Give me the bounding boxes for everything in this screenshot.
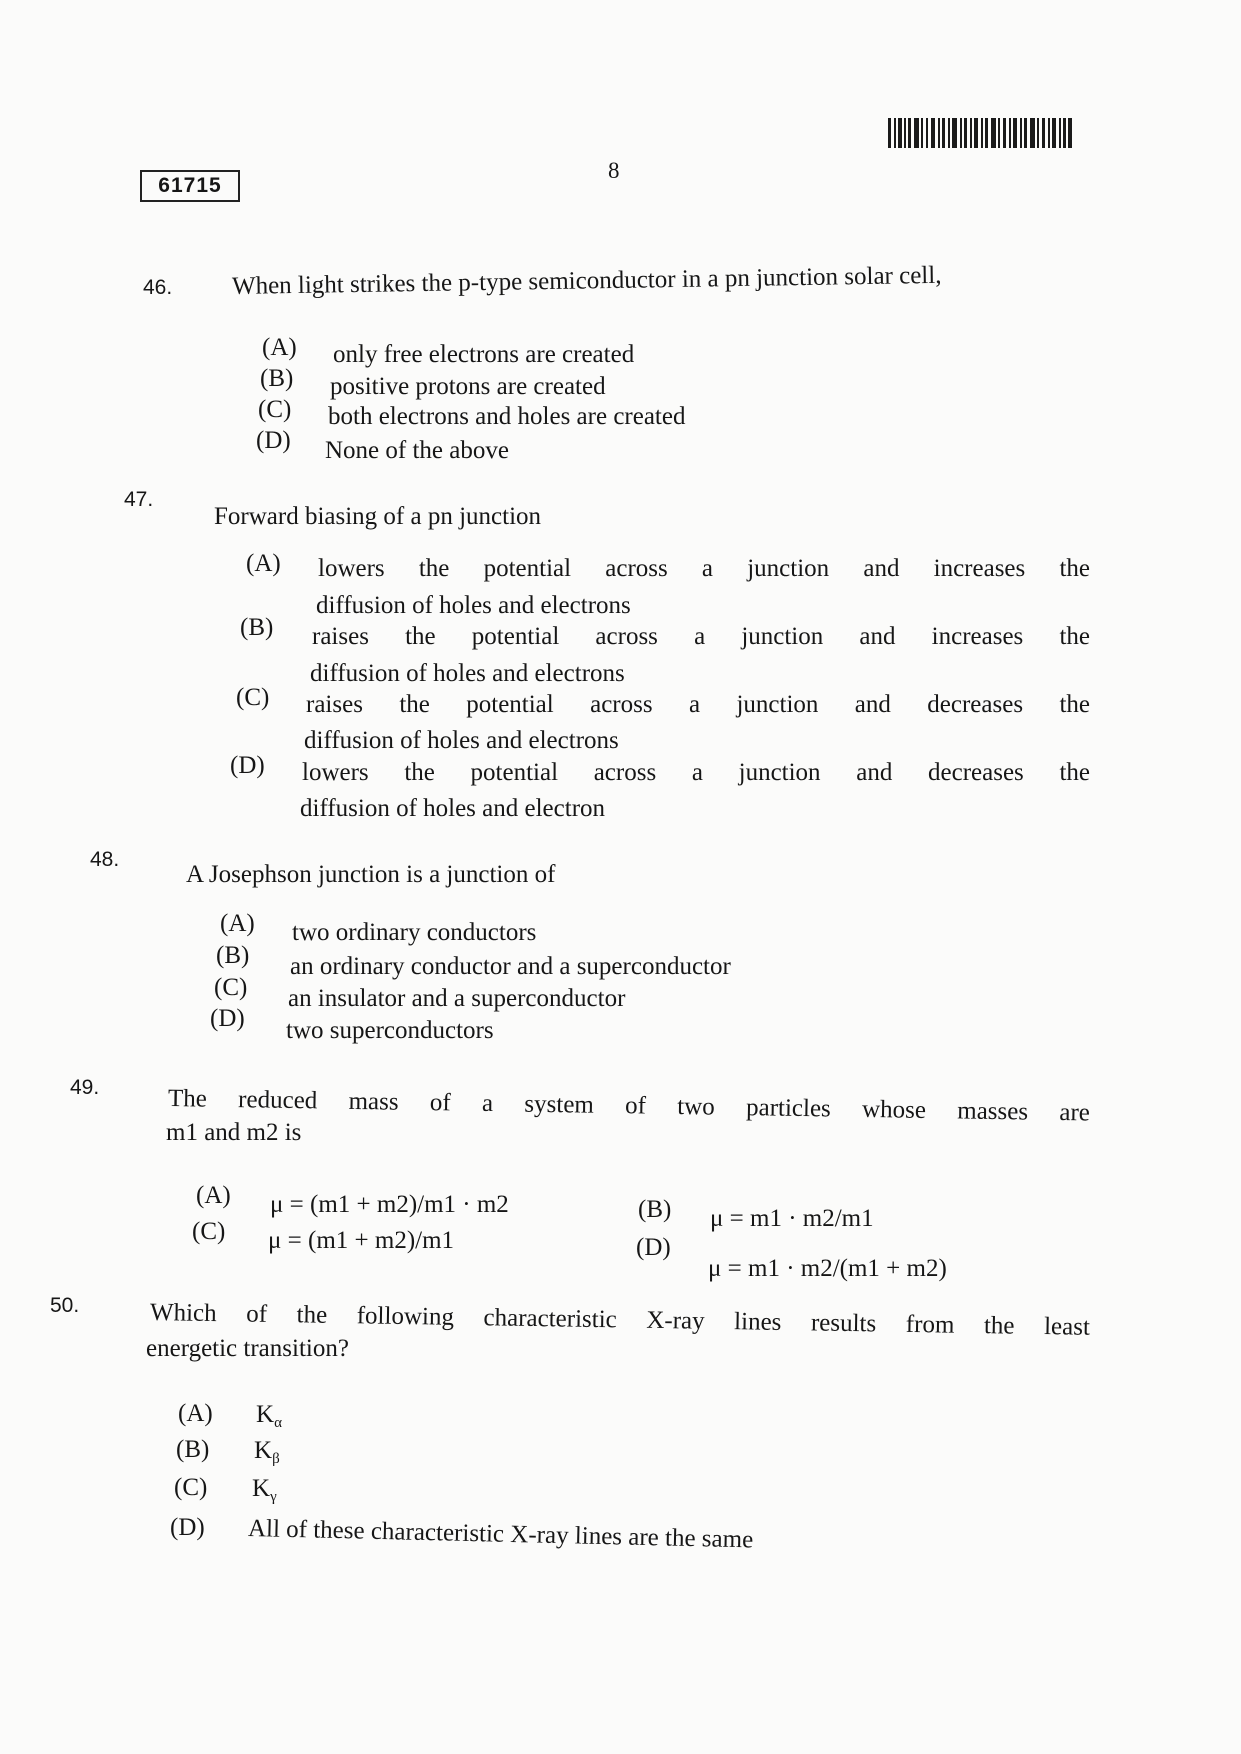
option-letter: (D) <box>256 427 291 454</box>
option-text: μ = m1 · m2/m1 <box>710 1205 874 1232</box>
option-text: μ = (m1 + m2)/m1 · m2 <box>270 1191 509 1218</box>
option-letter: (B) <box>176 1436 210 1463</box>
option-letter: (B) <box>240 614 274 641</box>
question-text-line2: energetic transition? <box>146 1335 349 1362</box>
option-text-line2: diffusion of holes and electrons <box>310 660 625 687</box>
option-letter: (A) <box>262 334 297 361</box>
option-letter: (A) <box>246 550 281 577</box>
option-letter: (D) <box>230 752 265 779</box>
option-text-line1: lowers the potential across a junction and decreases the <box>302 759 1090 786</box>
option-letter: (A) <box>220 910 255 937</box>
option-text: μ = (m1 + m2)/m1 <box>268 1227 455 1254</box>
option-text-line1: raises the potential across a junction and increases the <box>312 623 1090 650</box>
option-letter: (C) <box>192 1218 226 1245</box>
option-letter: (B) <box>638 1196 672 1223</box>
option-text: $K_\alpha$ <box>256 1401 282 1431</box>
option-letter: (C) <box>236 684 270 711</box>
option-letter: (C) <box>258 396 292 423</box>
question-number: 48. <box>90 848 120 871</box>
option-letter: (B) <box>216 942 250 969</box>
option-text: $K_\beta$ <box>254 1437 280 1467</box>
option-text-line2: diffusion of holes and electrons <box>316 592 631 619</box>
page-number: 8 <box>608 158 620 183</box>
option-letter: (B) <box>260 365 294 392</box>
barcode-icon <box>888 118 1072 148</box>
option-text: an ordinary conductor and a superconductor <box>290 953 731 980</box>
option-letter: (A) <box>178 1400 213 1427</box>
option-text: All of these characteristic X-ray lines are the same <box>247 1515 754 1554</box>
option-text: both electrons and holes are created <box>328 403 686 430</box>
question-number: 50. <box>50 1294 80 1317</box>
option-text-line2: diffusion of holes and electron <box>300 795 606 822</box>
option-text-line1: raises the potential across a junction and decreases the <box>306 691 1090 718</box>
option-letter: (A) <box>196 1182 231 1209</box>
question-text: A Josephson junction is a junction of <box>186 861 556 888</box>
option-text: two ordinary conductors <box>292 919 537 946</box>
question-number: 46. <box>143 276 173 299</box>
option-text: only free electrons are created <box>333 341 635 368</box>
question-text-line1: The reduced mass of a system of two particles whose masses are <box>167 1085 1091 1127</box>
question-number: 49. <box>70 1076 100 1099</box>
option-text-line2: diffusion of holes and electrons <box>304 727 619 754</box>
option-text: None of the above <box>325 437 509 464</box>
option-letter: (D) <box>210 1005 245 1032</box>
option-letter: (C) <box>214 974 248 1001</box>
question-text: Forward biasing of a pn junction <box>214 503 542 530</box>
option-text: two superconductors <box>286 1017 494 1044</box>
question-number: 47. <box>124 488 154 511</box>
question-text-line1: Which of the following characteristic X-ray lines results from the least <box>149 1299 1091 1341</box>
option-text-line1: lowers the potential across a junction and increases the <box>318 555 1090 582</box>
option-letter: (D) <box>170 1514 205 1541</box>
option-letter: (D) <box>636 1234 671 1261</box>
question-text: When light strikes the p-type semiconductor in a pn junction solar cell, <box>231 261 942 300</box>
option-text: μ = m1 · m2/(m1 + m2) <box>708 1255 947 1282</box>
option-text: $K_\gamma$ <box>252 1475 277 1505</box>
option-text: an insulator and a superconductor <box>288 985 626 1012</box>
option-text: positive protons are created <box>330 373 606 400</box>
paper-code-box: 61715 <box>140 170 240 202</box>
question-text-line2: m1 and m2 is <box>166 1119 302 1146</box>
option-letter: (C) <box>174 1474 208 1501</box>
